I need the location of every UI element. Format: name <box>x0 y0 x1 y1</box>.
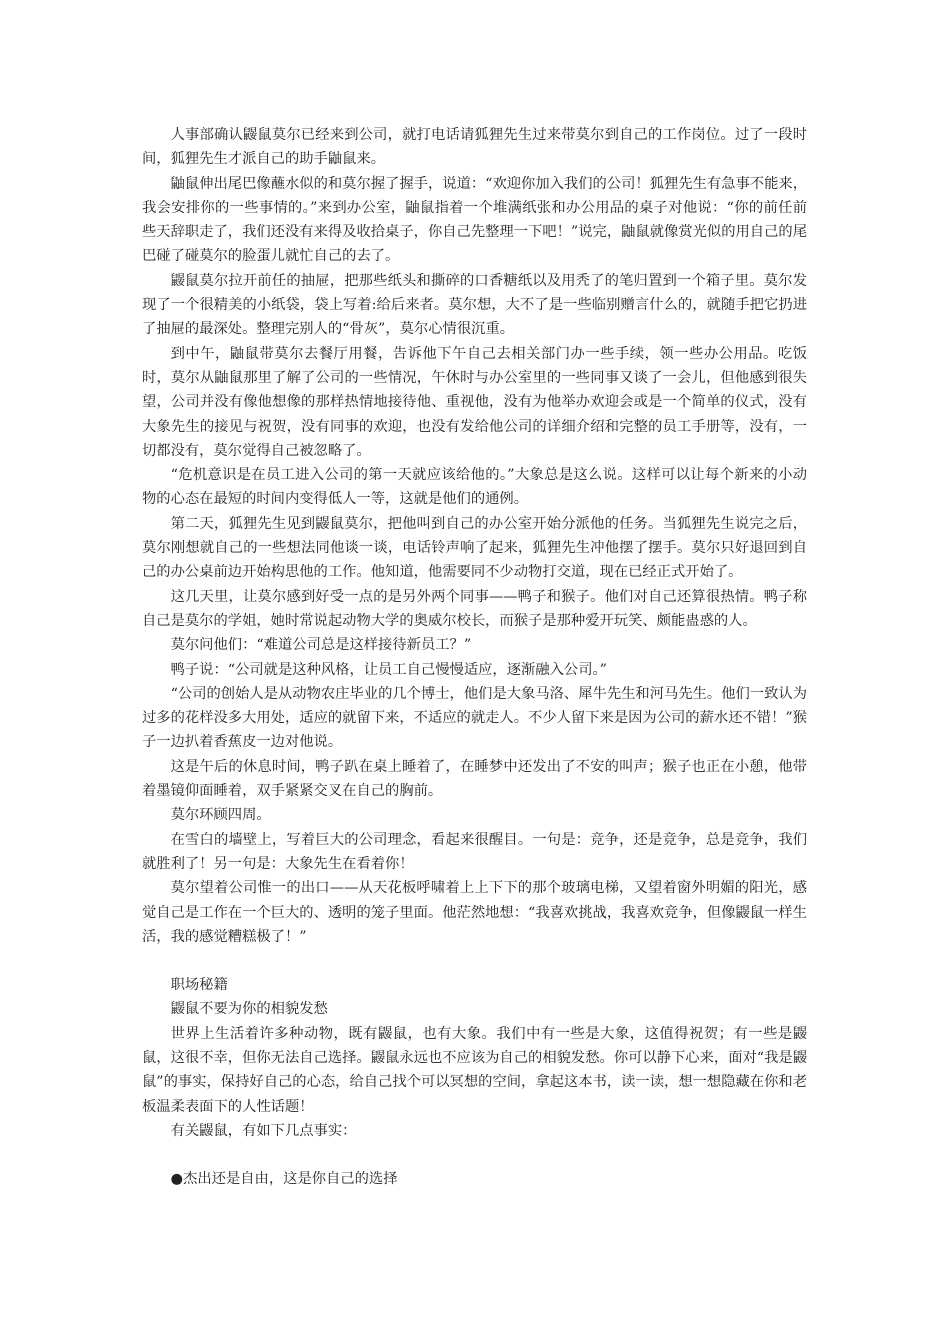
story-paragraph: 莫尔环顾四周。 <box>170 807 271 824</box>
section-title: 职场秘籍 <box>170 977 228 994</box>
story-paragraph: 在雪白的墙壁上，写着巨大的公司理念，看起来很醒目。一句是：竞争，还是竞争，总是竞争，我们就胜利了！另一句是：大象先生在看着你！ <box>142 831 807 872</box>
story-paragraph: 到中午，鼬鼠带莫尔去餐厅用餐，告诉他下午自己去相关部门办一些手续，领一些办公用品。吃饭时，莫尔从鼬鼠那里了解了公司的一些情况，午休时与办公室里的一些同事又谈了一会儿，但他感到很失望，公司并没有像他想像的那样热情地接待他、重视他，没有为他举办欢迎会或是一个简单的仪式，没有大象先生的接见与祝贺，没有同事的欢迎，也没有发给他公司的详细介绍和完整的员工手册等，没有，一切都没有，莫尔觉得自己被忽略了。 <box>142 345 807 459</box>
bullet-dot-icon: ● <box>170 1171 184 1188</box>
story-paragraph: 鼹鼠莫尔拉开前任的抽屉，把那些纸头和撕碎的口香糖纸以及用秃了的笔归置到一个箱子里。莫尔发现了一个很精美的小纸袋，袋上写着:给后来者。莫尔想，大不了是一些临别赠言什么的，就随手把它扔进了抽屉的最深处。整理完别人的“骨灰”，莫尔心情很沉重。 <box>142 272 807 338</box>
story-paragraph: 这几天里，让莫尔感到好受一点的是另外两个同事——鸭子和猴子。他们对自己还算很热情。鸭子称自己是莫尔的学姐，她时常说起动物大学的奥威尔校长，而猴子是那种爱开玩笑、颇能蛊惑的人。 <box>142 588 807 629</box>
section-paragraph: 世界上生活着许多种动物，既有鼹鼠，也有大象。我们中有一些是大象，这值得祝贺；有一些是鼹鼠，这很不幸，但你无法自己选择。鼹鼠永远也不应该为自己的相貌发愁。你可以静下心来，面对“我是鼹鼠”的事实，保持好自己的心态，给自己找个可以冥想的空间，拿起这本书，读一读，想一想隐藏在你和老板温柔表面下的人性话题！ <box>142 1025 807 1115</box>
bullet-text: 杰出还是自由，这是你自己的选择 <box>183 1171 398 1188</box>
blank-line <box>142 1143 807 1167</box>
story-paragraph: 人事部确认鼹鼠莫尔已经来到公司，就打电话请狐狸先生过来带莫尔到自己的工作岗位。过了一段时间，狐狸先生才派自己的助手鼬鼠来。 <box>142 127 807 168</box>
story-paragraph: 这是午后的休息时间，鸭子趴在桌上睡着了，在睡梦中还发出了不安的叫声；猴子也正在小憩，他带着墨镜仰面睡着，双手紧紧交叉在自己的胸前。 <box>142 758 807 800</box>
section-subtitle: 鼹鼠不要为你的相貌发愁 <box>170 1001 328 1018</box>
story-paragraph: 莫尔望着公司惟一的出口——从天花板呼啸着上上下下的那个玻璃电梯，又望着窗外明媚的阳光，感觉自己是工作在一个巨大的、透明的笼子里面。他茫然地想：“我喜欢挑战，我喜欢竞争，但像鼹鼠一样生活，我的感觉糟糕极了！” <box>142 880 807 945</box>
blank-line <box>142 949 807 973</box>
story-paragraph: 莫尔问他们：“难道公司总是这样接待新员工？” <box>170 637 472 654</box>
story-paragraph: 鸭子说：“公司就是这种风格，让员工自己慢慢适应，逐渐融入公司。” <box>170 661 607 678</box>
story-paragraph: “危机意识是在员工进入公司的第一天就应该给他的。”大象总是这么说。这样可以让每个新来的小动物的心态在最短的时间内变得低人一等，这就是他们的通例。 <box>142 467 807 508</box>
story-paragraph: 鼬鼠伸出尾巴像蘸水似的和莫尔握了握手，说道：“欢迎你加入我们的公司！狐狸先生有急事不能来，我会安排你的一些事情的。”来到办公室，鼬鼠指着一个堆满纸张和办公用品的桌子对他说：“你的前任前些天辞职走了，我们还没有来得及收拾桌子，你自己先整理一下吧！”说完，鼬鼠就像赏光似的用自己的尾巴碰了碰莫尔的脸蛋儿就忙自己的去了。 <box>142 175 807 265</box>
document-page <box>142 123 807 1191</box>
section-paragraph: 有关鼹鼠，有如下几点事实： <box>170 1122 357 1139</box>
bullet-item <box>142 1167 807 1191</box>
story-paragraph: “公司的创始人是从动物农庄毕业的几个博士，他们是大象马洛、犀牛先生和河马先生。他们一致认为过多的花样没多大用处，适应的就留下来，不适应的就走人。不少人留下来是因为公司的薪水还不错！”猴子一边扒着香蕉皮一边对他说。 <box>142 685 807 751</box>
story-paragraph: 第二天，狐狸先生见到鼹鼠莫尔，把他叫到自己的办公室开始分派他的任务。当狐狸先生说完之后，莫尔刚想就自己的一些想法同他谈一谈，电话铃声响了起来，狐狸先生冲他摆了摆手。莫尔只好退回到自己的办公桌前边开始构思他的工作。他知道，他需要同不少动物打交道，现在已经正式开始了。 <box>142 515 807 581</box>
